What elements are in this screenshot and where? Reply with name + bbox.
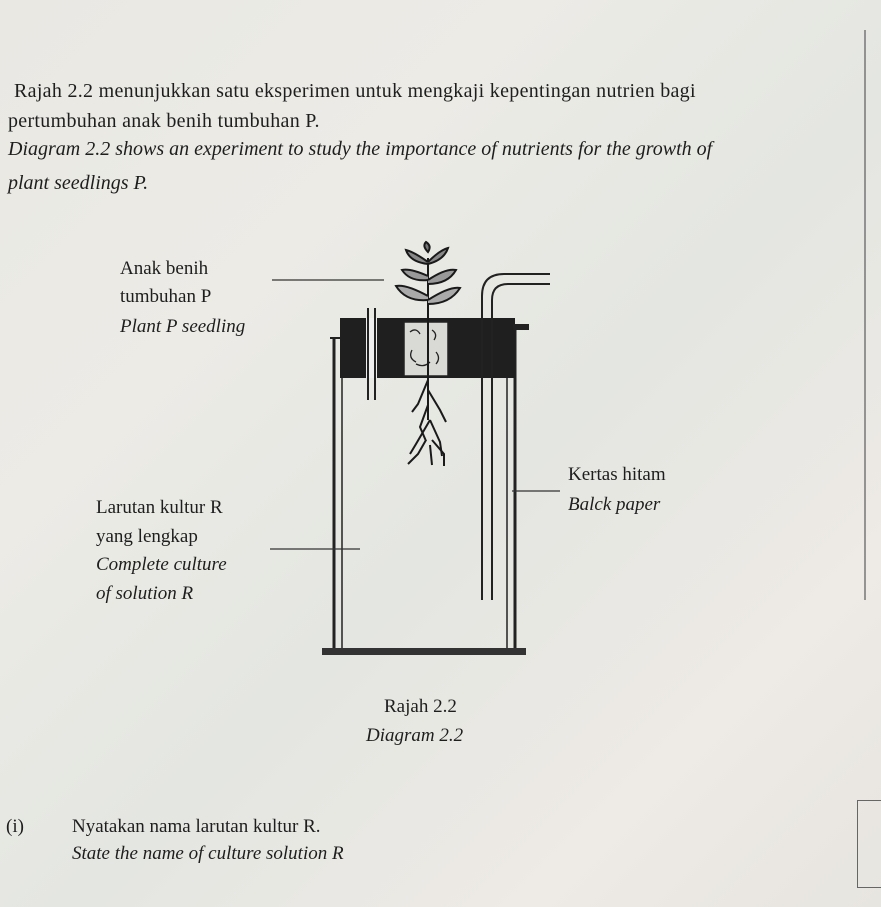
label-paper-en: Balck paper: [568, 494, 661, 515]
question-en: State the name of culture solution R: [72, 843, 344, 864]
label-culture-en-2: of solution R: [96, 583, 194, 604]
label-culture-ms-2: yang lengkap: [96, 526, 198, 547]
label-seedling-ms-1: Anak benih: [120, 258, 209, 279]
intro-ms-line-1: Rajah 2.2 menunjukkan satu eksperimen untuk mengkaji kepentingan nutrien bagi: [14, 80, 696, 102]
question-number: (i): [6, 816, 24, 837]
intro-ms-line-2: pertumbuhan anak benih tumbuhan P.: [8, 110, 320, 132]
intro-en-line-1: Diagram 2.2 shows an experiment to study the importance of nutrients for the growth of: [8, 138, 713, 160]
label-seedling-ms-2: tumbuhan P: [120, 286, 212, 307]
caption-ms: Rajah 2.2: [384, 696, 457, 717]
left-tube: [366, 308, 377, 400]
label-paper-ms: Kertas hitam: [568, 464, 666, 485]
caption-en: Diagram 2.2: [366, 725, 464, 746]
container: [322, 330, 526, 655]
intro-en-line-2: plant seedlings P.: [8, 172, 149, 194]
label-seedling-en: Plant P seedling: [120, 316, 246, 337]
label-culture-ms-1: Larutan kultur R: [96, 497, 223, 518]
question-ms: Nyatakan nama larutan kultur R.: [72, 816, 321, 837]
answer-box[interactable]: [857, 800, 881, 888]
label-culture-en-1: Complete culture: [96, 554, 227, 575]
